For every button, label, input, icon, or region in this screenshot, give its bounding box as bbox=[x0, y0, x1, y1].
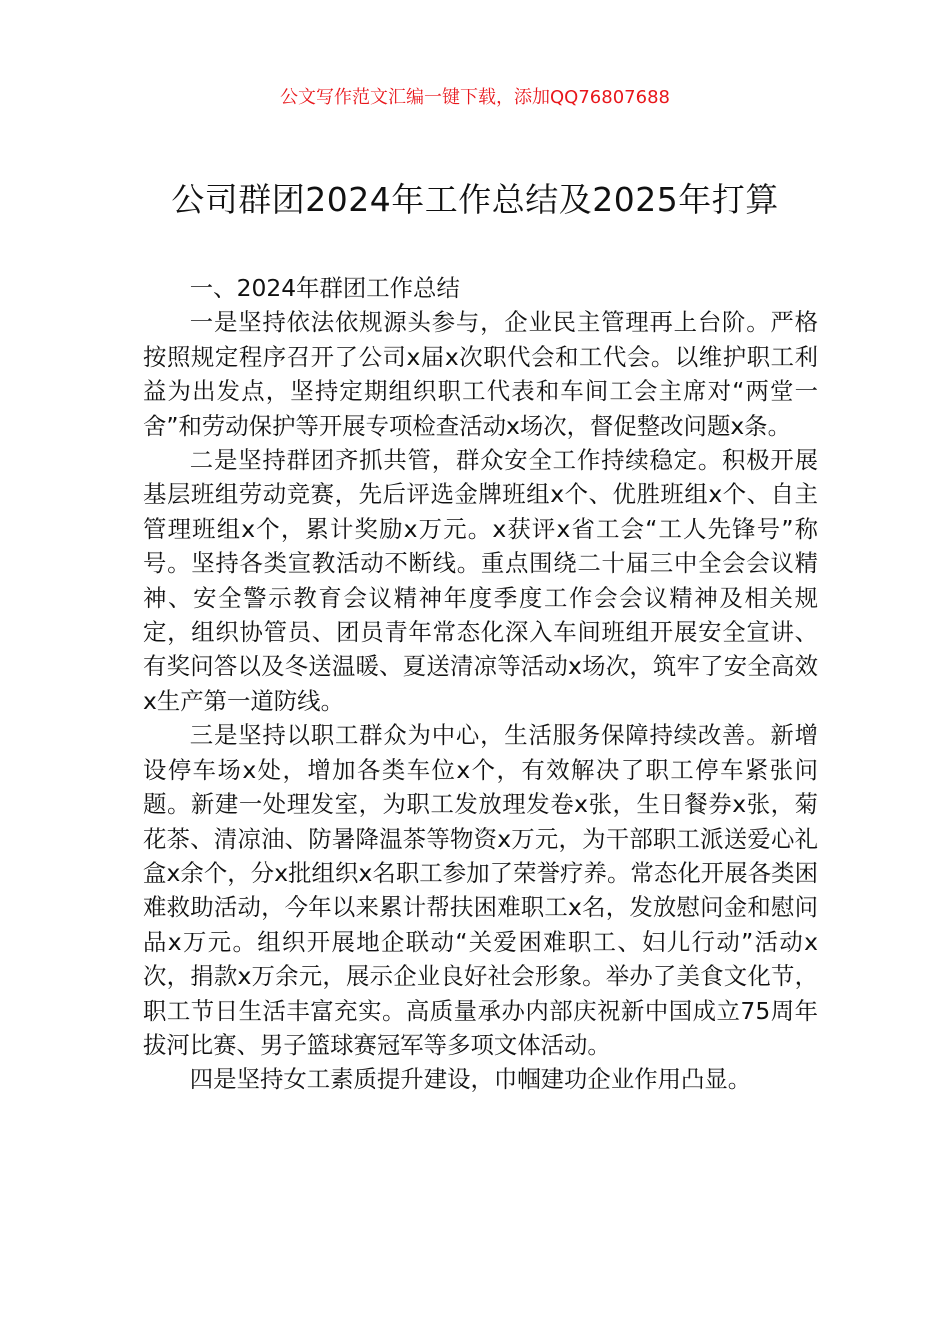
paragraph-2: 二是坚持群团齐抓共管，群众安全工作持续稳定。积极开展基层班组劳动竞赛，先后评选金牌班组x个、优胜班组x个、自主管理班组x个，累计奖励x万元。x获评x省工会“工人先锋号”称号。坚持各类宣教活动不断线。重点围绕二十届三中全会会议精神、安全警示教育会议精神年度季度工作会会议精神及相关规定，组织协管员、团员青年常态化深入车间班组开展安全宣讲、有奖问答以及冬送温暖、夏送清凉等活动x场次，筑牢了安全高效x生产第一道防线。 bbox=[143, 446, 818, 715]
document-body bbox=[143, 271, 818, 1097]
download-banner: 公文写作范文汇编一键下载，添加QQ76807688 bbox=[280, 87, 670, 108]
paragraph-3: 三是坚持以职工群众为中心，生活服务保障持续改善。新增设停车场x处，增加各类车位x个，有效解决了职工停车紧张问题。新建一处理发室，为职工发放理发卷x张，生日餐券x张，菊花茶、清凉油、防暑降温茶等物资x万元，为干部职工派送爱心礼盒x余个，分x批组织x名职工参加了荣誉疗养。常态化开展各类困难救助活动，今年以来累计帮扶困难职工x名，发放慰问金和慰问品x万元。组织开展地企联动“关爱困难职工、妇儿行动”活动x次，捐款x万余元，展示企业良好社会形象。举办了美食文化节，职工节日生活丰富充实。高质量承办内部庆祝新中国成立75周年拔河比赛、男子篮球赛冠军等多项文体活动。 bbox=[143, 721, 818, 1059]
paragraph-1: 一是坚持依法依规源头参与，企业民主管理再上台阶。严格按照规定程序召开了公司x届x次职代会和工代会。以维护职工利益为出发点，坚持定期组织职工代表和车间工会主席对“两堂一舍”和劳动保护等开展专项检查活动x场次，督促整改问题x条。 bbox=[143, 308, 818, 440]
section-heading: 一、2024年群团工作总结 bbox=[189, 274, 460, 302]
paragraph-4: 四是坚持女工素质提升建设，巾帼建功企业作用凸显。 bbox=[189, 1065, 752, 1094]
document-title: 公司群团2024年工作总结及2025年打算 bbox=[171, 180, 779, 219]
